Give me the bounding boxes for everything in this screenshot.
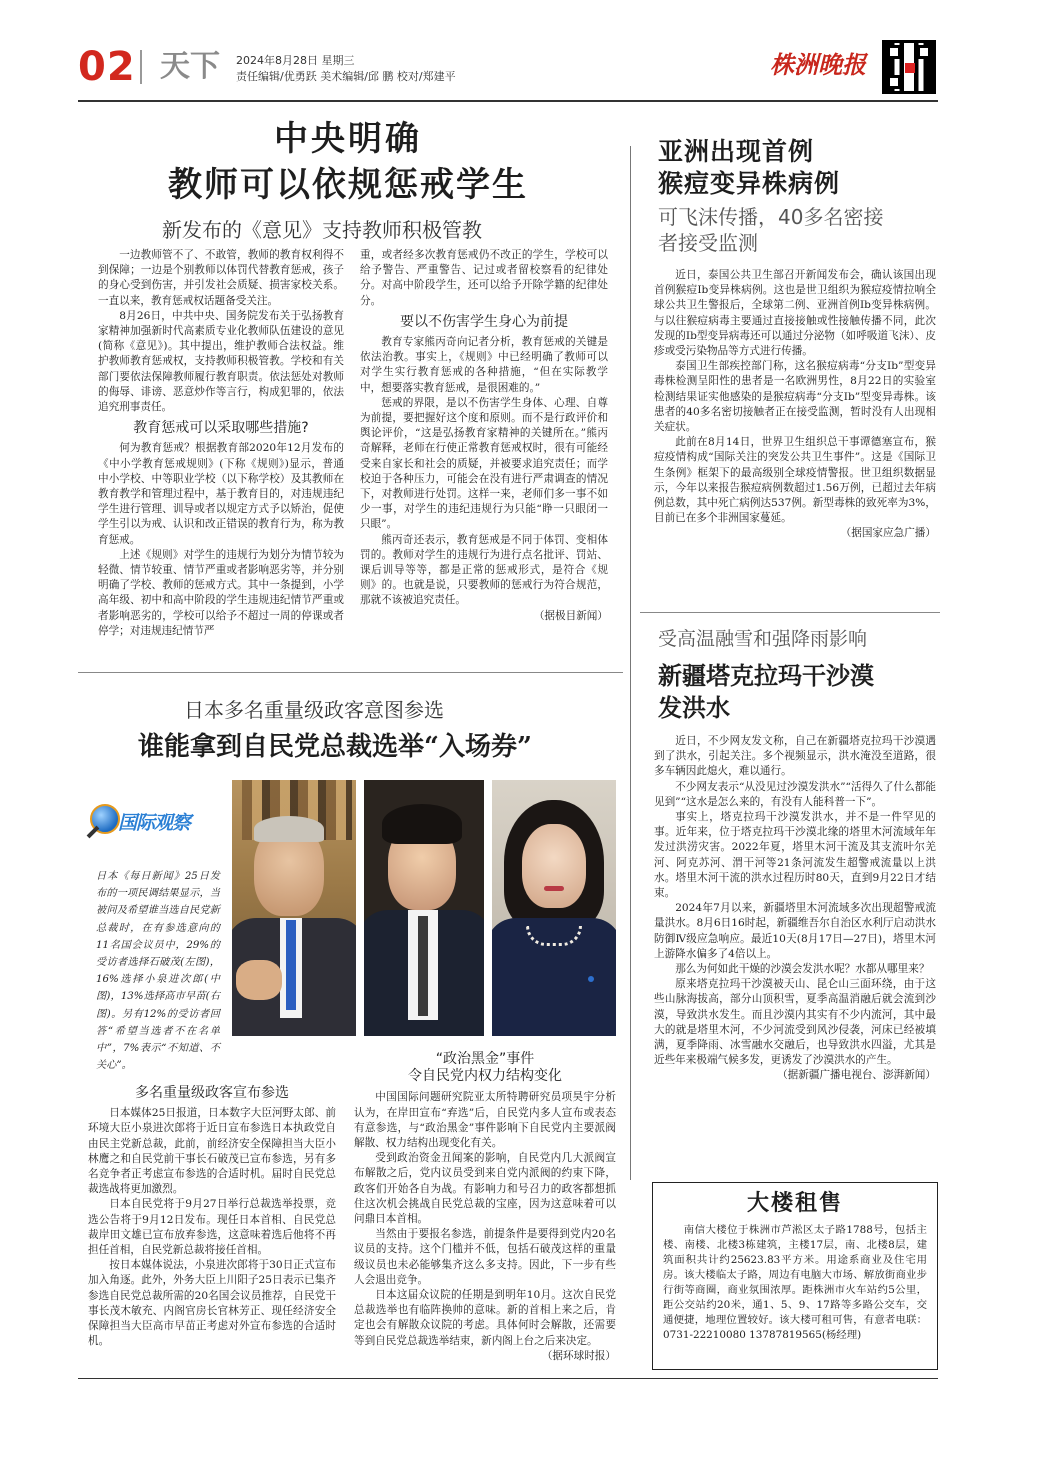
hair [382, 804, 462, 844]
subheadline-line1: 可飞沫传播，40多名密接 [658, 205, 884, 229]
paragraph: 原来塔克拉玛干沙漠被天山、昆仑山三面环绕，由于这些山脉海拔高，部分山顶积雪，夏季高温消融后就会流到沙漠，导致洪水发生。而且沙漠内其实有不少内流河，其中最大的就是塔里木河，不少河流受到风沙侵袭，河床已经被填满，夏季降雨、冰雪融水交融后，也导致洪水四溢，尤其是近些年来极端气候多发，更诱发了沙漠洪水的产生。 [654, 978, 936, 1067]
paragraph: 一边教师管不了、不敢管，教师的教育权利得不到保障；一边是个别教师以体罚代替教育惩戒，孩子的身心受到伤害，并引发社会质疑、损害家校关系。一直以来，教育惩戒权话题备受关注。 [98, 249, 344, 307]
hair [254, 816, 324, 842]
paragraph: 按日本媒体说法，小泉进次郎将于30日正式宣布加入角逐。此外，外务大臣上川阳子25日表示已集齐参选自民党总裁所需的20名国会议员推荐，自民党干事长茂木敏充、内阁官房长官林芳正、现任经济安全保障担当大臣高市早苗正考虑对外宣布参选的合适时机。 [88, 1259, 336, 1348]
ad-title: 大楼租售 [746, 1191, 843, 1216]
photo-takaichi [492, 780, 616, 1036]
paragraph: 当然由于要报名参选，前提条件是要得到党内20名议员的支持。这个门槛并不低，包括石破茂这样的重量级议员也未必能够集齐这么多支持。因此，下一步有些人会退出竞争。 [354, 1228, 616, 1286]
newspaper-logo [770, 48, 872, 82]
paragraph: 上述《规则》对学生的违规行为划分为情节较为轻微、情节较重、情节严重或者影响恶劣等，并分别明确了学校、教师的惩戒方式。其中一条提到，小学高年级、初中和高中阶段的学生违规违纪情节严重或者影响恶劣的，学校可以给予不超过一周的停课或者停学；对违规违纪情节严 [98, 548, 344, 637]
section-heading: “政治黑金”事件 [435, 1051, 535, 1067]
article-teacher-discipline [78, 108, 618, 668]
article2-body [654, 268, 936, 542]
paragraph: 日本媒体25日报道，日本数字大臣河野太郎、前环境大臣小泉进次郎将于近日宣布参选日本执政党自由民主党新总裁，此前，前经济安全保障担当大臣小林鹰之和自民党前干事长石破茂已宣布参选，另有多名竞争者正考虑宣布参选的合适时机。届时自民党总裁选战将更加激烈。 [88, 1107, 336, 1196]
headline-line1: 新疆塔克拉玛干沙漠 [658, 661, 874, 690]
photo-koizumi [364, 780, 484, 1036]
headline-line2: 猴痘变异株病例 [658, 169, 841, 198]
ad-body: 南信大楼位于株洲市芦淞区太子路1788号，包括主楼、南楼、北楼3栋建筑，主楼17层，南、北楼8层，建筑面积共计约25623.83平方米。用途系商业及住宅用房。该大楼临太子路，周边有电脑大市场、解放街商业步行街等商圈，商业氛围浓厚。距株洲市火车站约5公里，距公交站约20米，通1、5、9、17路等多路公交车，交通便捷，地理位置较好。该大楼可租可售，有意者电联：0731-22210080 13787819565(杨经理) [663, 1224, 927, 1341]
header-rule [78, 100, 938, 102]
logo-text: 株洲晚报 [770, 50, 866, 79]
editors-line: 责任编辑/优勇跃 美术编辑/邱 鹏 校对/郑建平 [236, 70, 456, 83]
kicker: 受高温融雪和强降雨影响 [658, 628, 868, 650]
source-credit: （据极目新闻） [533, 609, 608, 622]
section-heading: 多名重量级政客宣布参选 [135, 1085, 289, 1101]
paragraph: 近日，不少网友发文称，自己在新疆塔克拉玛干沙漠遇到了洪水，引起关注。多个视频显示，洪水淹没至道路，很多车辆因此熄火，难以通行。 [654, 735, 936, 778]
section-name: 天下 [160, 49, 220, 84]
headline: 谁能拿到自民党总裁选举“入场券” [138, 732, 532, 762]
article3-body [654, 734, 936, 1084]
source-credit: （据环球时报） [541, 1349, 616, 1362]
paragraph: 教育专家熊丙奇向记者分析，教育惩戒的关键是依法治教。事实上，《规则》中已经明确了教师可以对学生实行教育惩戒的各种措施，“但在实际教学中，想要落实教育惩戒，是很困难的。” [360, 336, 608, 394]
photo-caption: 日本《每日新闻》25日发布的一项民调结果显示，当被问及希望谁当选自民党新总裁时，在有参选意向的11名国会议员中，29%的受访者选择石破茂(左图)，16%选择小泉进次郎(中图)，13%选择高市早苗(右图)。另有12%的受访者回答“希望当选者不在名单中”，7%表示“不知道、不关心”。 [96, 871, 220, 1072]
paragraph: 不少网友表示“从没见过沙漠发洪水”“活得久了什么都能见到”“这水是怎么来的，有没有人能科普一下”。 [654, 780, 936, 808]
paragraph: 泰国卫生部疾控部门称，这名猴痘病毒“分支Ib”型变异毒株检测呈阳性的患者是一名欧洲男性，8月22日的实验室检测结果证实他感染的是猴痘病毒“分支Ib”型变异毒株。该患者的40多名密切接触者正在接受监测，暂时没有人出现相关症状。 [654, 360, 936, 434]
headline-line2: 发洪水 [658, 693, 730, 722]
kicker: 日本多名重量级政客意图参选 [184, 698, 444, 722]
headline-line1: 亚洲出现首例 [658, 137, 815, 166]
section-heading: 令自民党内权力结构变化 [408, 1068, 562, 1085]
paragraph: 此前在8月14日，世界卫生组织总干事谭德塞宣布，猴痘疫情构成“国际关注的突发公共卫生事件”。这是《国际卫生条例》框架下的最高级别全球疫情警报。世卫组织数据显示，今年以来报告猴痘病例数超过1.56万例，已超过去年病例总数，其中死亡病例达537例。新型毒株的致死率为3%，目前已在多个非洲国家蔓延。 [654, 436, 936, 525]
article1-column-right [360, 248, 608, 624]
paragraph: 事实上，塔克拉玛干沙漠发洪水，并不是一件罕见的事。近年来，位于塔克拉玛干沙漠北缘的塔里木河流域年年发过洪涝灾害。2022年夏，塔里木河干流及其支流叶尔羌河、阿克苏河、渭干河等21条河流发生超警戒流量以上洪水。塔里木河干流的洪水过程历时80天，直到9月22日才结束。 [654, 811, 936, 900]
headline-line1: 中央明确 [274, 119, 422, 159]
subheadline-line2: 者接受监测 [658, 231, 758, 255]
source-credit: （据国家应急广播） [840, 527, 936, 540]
section-heading: 教育惩戒可以采取哪些措施? [133, 420, 309, 437]
paragraph: 2024年7月以来，新疆塔里木河流域多次出现超警戒流量洪水。8月6日16时起，新疆维吾尔自治区水利厅启动洪水防御Ⅳ级应急响应。最近10天(8月17日—27日)，塔里木河上游降水偏多了4倍以上。 [654, 902, 936, 960]
paragraph: 8月26日，中共中央、国务院发布关于弘扬教育家精神加强新时代高素质专业化教师队伍建设的意见(简称《意见》)。其中提出，维护教师合法权益。维护教师教育惩戒权，支持教师积极管教。学校和有关部门要依法保障教师履行教育职责。依法惩处对教师的侮辱、诽谤、恶意炒作等言行，构成犯罪的，依法追究刑事责任。 [98, 309, 344, 414]
paragraph: 何为教育惩戒？根据教育部2020年12月发布的《中小学教育惩戒规则》(下称《规则》)显示，普通中小学校、中等职业学校（以下称学校）及其教师在教育教学和管理过程中，基于教育目的，对违规违纪学生进行管理、训导或者以规定方式予以矫治，促使学生引以为戒、认识和改正错误的教育行为，称为教育惩戒。 [98, 442, 344, 546]
badge [588, 976, 594, 982]
logo-text: 国际观察 [118, 812, 191, 834]
paragraph: 惩戒的界限，是以不伤害学生身体、心理、自尊为前提，要把握好这个度和原则。而不是行政评价和舆论评价，“这是弘扬教育家精神的关键所在。”熊丙奇解释，老师在行使正常教育惩戒权时，很有可能经受来自家长和社会的质疑，并被要求追究责任；而学校迫于各种压力，可能会在没有进行严肃调查的情况下，对教师进行处罚。这样一来，老师们多一事不如少一事，对学生的违纪违规行为只能“睁一只眼闭一只眼”。 [360, 396, 608, 531]
date-line: 2024年8月28日 星期三 [236, 54, 355, 67]
article1-column-left [98, 248, 344, 639]
page-number: 02 [78, 44, 136, 90]
international-observe-logo [84, 802, 214, 846]
header-divider [140, 50, 142, 84]
paragraph: 近日，泰国公共卫生部召开新闻发布会，确认该国出现首例猴痘Ib变异株病例。这也是世卫组织为猴痘疫情拉响全球公共卫生警报后，全球第二例、亚洲首例Ib变异株病例。与以往猴痘病毒主要通过直接接触或性接触传播不同，此次发现的Ib型变异病毒还可以通过分泌物（如呼吸道飞沫）、皮疹或受污染物品等方式进行传播。 [654, 269, 936, 358]
footer-rule [78, 1378, 938, 1379]
column-divider [630, 146, 631, 1180]
photo-ishiba [232, 780, 356, 1036]
building-ad [652, 1182, 938, 1370]
face [522, 824, 586, 908]
paragraph: 熊丙奇还表示，教育惩戒是不同于体罚、变相体罚的。教师对学生的违规行为进行点名批评、罚站、课后训导等等，都是正常的惩戒形式，是符合《规则》的。也就是说，只要教师的惩戒行为符合规范，那就不该被追究责任。 [360, 533, 608, 607]
paragraph: 那么为何如此干燥的沙漠会发洪水呢？水都从哪里来？ [675, 963, 930, 976]
article-xinjiang-flood [640, 626, 940, 1156]
article4-column-left [88, 1086, 336, 1349]
source-credit: （据新疆广播电视台、澎湃新闻） [777, 1069, 936, 1082]
section-divider [640, 612, 940, 613]
section-heading: 要以不伤害学生身心为前提 [400, 313, 568, 330]
paragraph: 日本这届众议院的任期是到明年10月。这次自民党总裁选举也有临阵换帅的意味。新的首相上来之后，肯定也会有解散众议院的考虑。具体何时会解散，还需要等到自民党总裁选举结束，新内阁上台之后来决定。 [354, 1289, 616, 1347]
paragraph: 日本自民党将于9月27日举行总裁选举投票，竞选公告将于9月12日发布。现任日本首相、自民党总裁岸田文雄已宣布放弃参选，这意味着选后他将不再担任首相，自民党新总裁将接任首相。 [88, 1198, 336, 1257]
paragraph: 中国国际问题研究院亚太所特聘研究员项昊宇分析认为，在岸田宣布“弃选”后，自民党内多人宣布或表态有意参选，与“政治黑金”事件影响下自民党内主要派阀解散、权力结构出现变化有关。 [354, 1091, 616, 1150]
paragraph: 重，或者经多次教育惩戒仍不改正的学生，学校可以给予警告、严重警告、记过或者留校察看的纪律处分。对高中阶段学生，还可以给予开除学籍的纪律处分。 [360, 249, 608, 307]
qr-code [882, 40, 936, 94]
mouth [544, 886, 564, 891]
article4-column-right [354, 1052, 616, 1364]
section-divider [78, 672, 623, 673]
subheadline: 新发布的《意见》支持教师积极管教 [162, 218, 482, 242]
paragraph: 受到政治资金丑闻案的影响，自民党内几大派阀宣布解散之后，党内议员受到来自党内派阀的约束下降，政客们开始各自为战。有影响力和号召力的政客都想抓住这次机会挑战自民党总裁的宝座，因为这意味着可以问鼎日本首相。 [354, 1152, 616, 1226]
headline-line2: 教师可以依规惩戒学生 [168, 165, 528, 205]
hand [236, 960, 282, 1000]
article-monkeypox [640, 136, 940, 606]
